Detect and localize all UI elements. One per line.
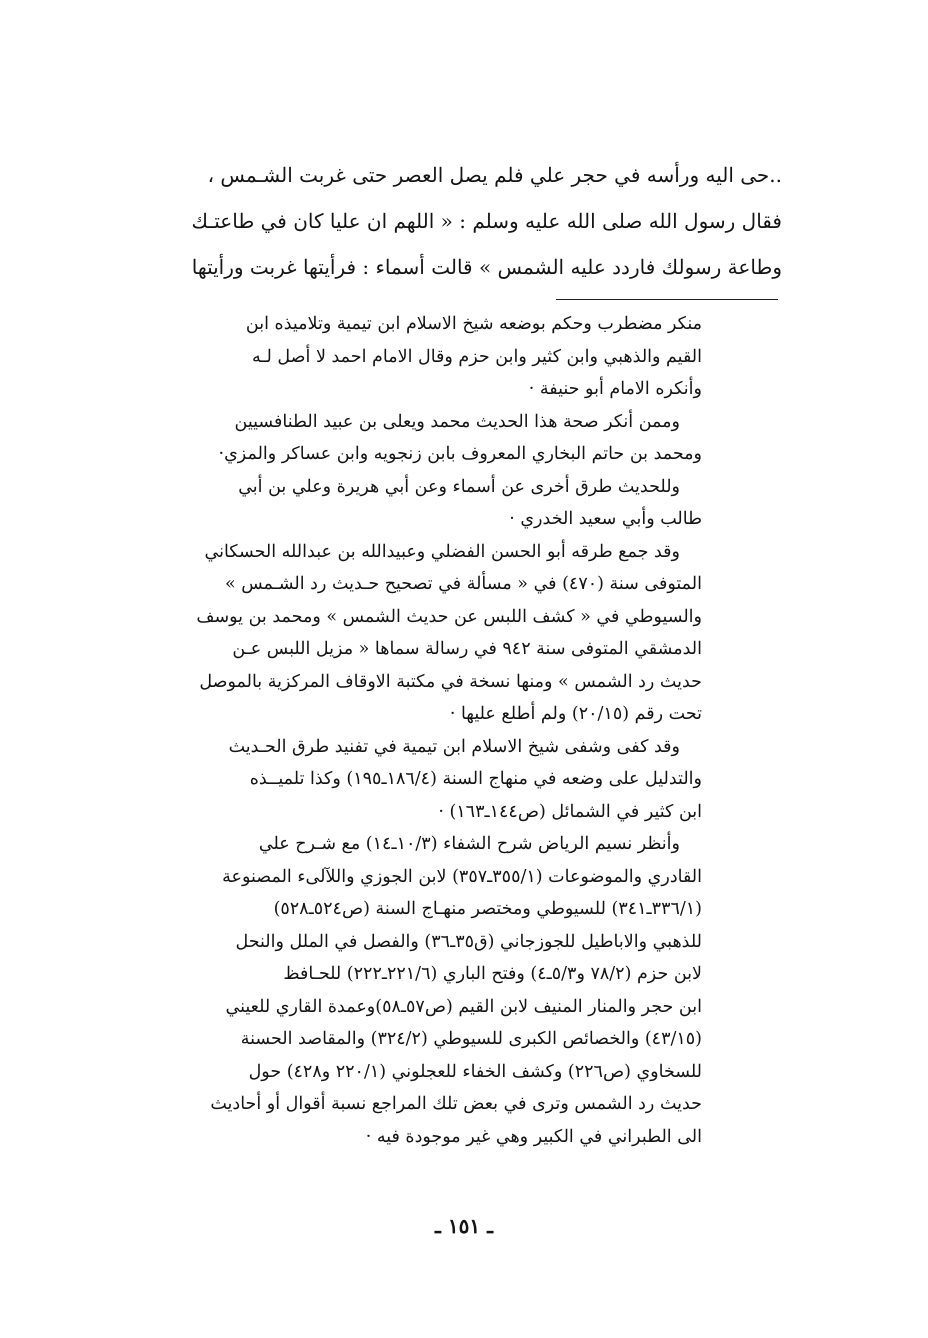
footnote-line: القادري والموضوعات (٣٥٥/١ـ٣٥٧) لابن الجوزي واللآلىء المصنوعة [222,866,702,887]
footnote-line: ابن كثير في الشمائل (ص١٤٤ـ١٦٣) · [438,801,702,822]
footnote-line: حديث رد الشمس وترى في بعض تلك المراجع نسبة أقوال أو أحاديث [210,1094,702,1114]
footnote-line: وقد جمع طرقه أبو الحسن الفضلي وعبيدالله بن عبدالله الحسكاني [204,541,680,562]
main-text-line: ..حى اليه ورأسه في حجر علي فلم يصل العصر حتى غربت الشـمس ، [207,163,782,187]
footnote-line: طالب وأبي سعيد الخدري · [509,509,702,529]
footnotes-block [70,308,702,1153]
footnote-line: الدمشقي المتوفى سنة ٩٤٢ في رسالة سماها « مزيل اللبس عـن [232,639,702,659]
footnote-line: والتدليل على وضعه في منهاج السنة (١٨٦/٤ـ١٩٥) وكذا تلميــذه [249,769,702,789]
footnote-line: المتوفى سنة (٤٧٠) في « مسألة في تصحيح حـديث رد الشـمس » [224,574,702,594]
footnote-line: وأنظر نسيم الرياض شرح الشفاء (١٠/٣ـ١٤) مع شـرح علي [258,834,680,854]
footnote-line: ابن حجر والمنار المنيف لابن القيم (ص٥٧ـ٥٨)وعمدة القاري للعيني [225,996,702,1017]
footnote-line: تحت رقم (٢٠/١٥) ولم أطلع عليها · [449,704,702,724]
footnote-line: وأنكره الامام أبو حنيفة · [528,379,702,399]
footnote-line: (٤٣/١٥) والخصائص الكبرى للسيوطي (٣٢٤/٢) والمقاصد الحسنة [240,1029,702,1049]
footnote-separator [556,299,778,300]
main-text-line: فقال رسول الله صلى الله عليه وسلم : « اللهم ان عليا كان في طاعتـك [191,209,782,233]
footnote-line: (٣٣٦/١ـ٣٤١) للسيوطي ومختصر منهـاج السنة (ص٥٢٤ـ٥٢٨) [273,899,702,919]
page-number: ـ ١٥١ ـ [435,1214,493,1238]
footnote-line: وقد كفى وشفى شيخ الاسلام ابن تيمية في تفنيد طرق الحـديث [228,736,680,757]
footnote-line: منكر مضطرب وحكم بوضعه شيخ الاسلام ابن تيمية وتلاميذه ابن [245,314,702,334]
footnote-line: وللحديث طرق أخرى عن أسماء وعن أبي هريرة وعلي بن أبي [238,476,680,497]
main-text-line: وطاعة رسولك فاردد عليه الشمس » قالت أسماء : فرأيتها غربت ورأيتها [191,255,782,279]
footnote-line: لابن حزم (٧٨/٢ و٥/٣ـ٤) وفتح الباري (٢٢١/٦ـ٢٢٢) للحـافظ [283,964,702,984]
footnote-line: للسخاوي (ص٢٢٦) وكشف الخفاء للعجلوني (٢٢٠/١ و٤٢٨) حول [248,1061,702,1082]
footnote-line: وممن أنكر صحة هذا الحديث محمد ويعلى بن عبيد الطنافسيين [234,411,680,432]
footnote-line: ومحمد بن حاتم البخاري المعروف بابن زنجويه وابن عساكر والمزي· [218,444,702,464]
footnote-line: والسيوطي في « كشف اللبس عن حديث الشمس » ومحمد بن يوسف [196,606,702,627]
footnote-line: للذهبي والاباطيل للجوزجاني (ق٣٥ـ٣٦) والفصل في الملل والنحل [235,931,702,952]
footnote-line: الى الطبراني في الكبير وهي غير موجودة فيه · [365,1126,702,1147]
footnote-line: حديث رد الشمس » ومنها نسخة في مكتبة الاوقاف المركزية بالموصل [199,671,702,692]
footnote-line: القيم والذهبي وابن كثير وابن حزم وقال الامام احمد لا أصل لـه [252,346,702,367]
main-text-block [70,152,782,290]
